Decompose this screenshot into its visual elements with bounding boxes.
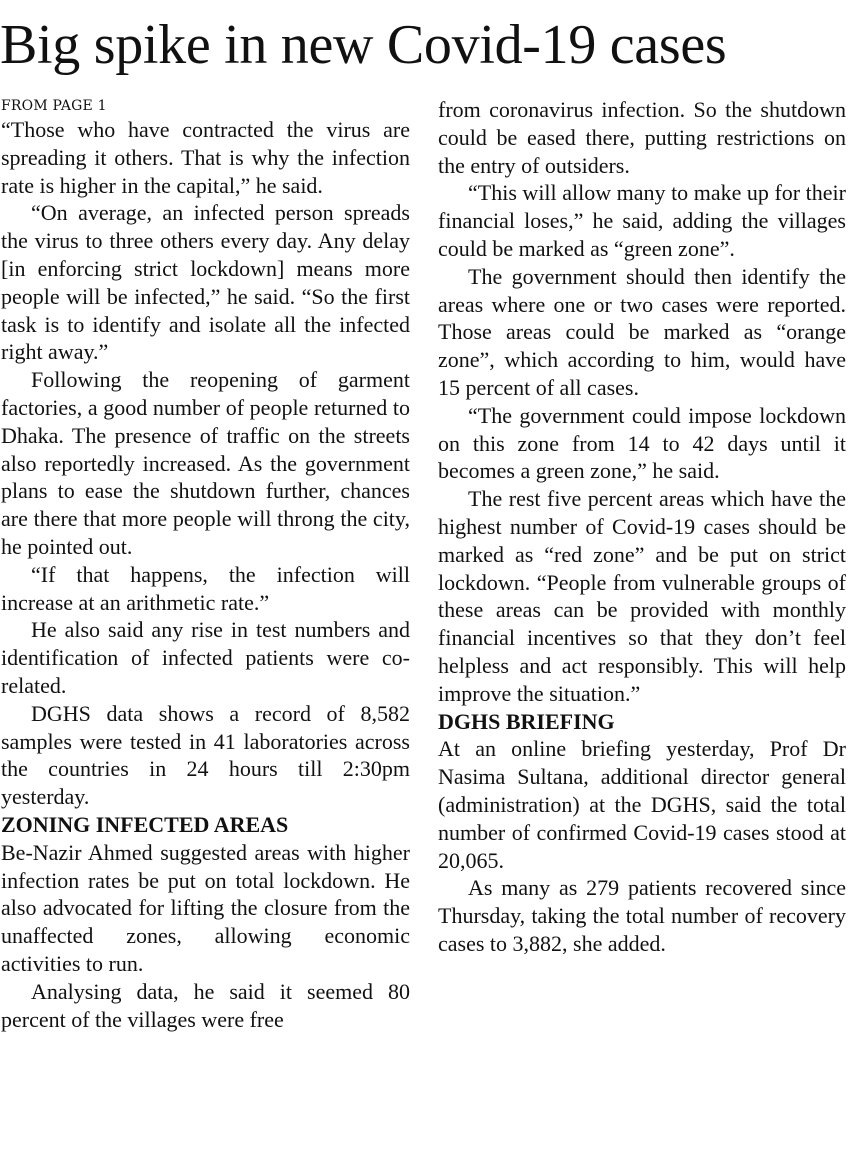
paragraph: “Those who have contracted the virus are spreading it others. That is why the infection rate is higher in the capital,” he said. bbox=[1, 117, 410, 198]
right-column bbox=[438, 96, 846, 958]
headline: Big spike in new Covid-19 cases bbox=[0, 14, 727, 76]
paragraph: He also said any rise in test numbers and identification of infected patients were co-related. bbox=[1, 617, 410, 698]
paragraph: Following the reopening of garment factories, a good number of people returned to Dhaka. The presence of traffic on the streets also reportedly increased. As the government plans to ease the shutdown further, chances are there that more people will throng the city, he pointed out. bbox=[1, 367, 410, 559]
left-column bbox=[1, 96, 410, 1033]
paragraph: Be-Nazir Ahmed suggested areas with higher infection rates be put on total lockdown. He also advocated for lifting the closure from the unaffected zones, allowing economic activities to run. bbox=[1, 839, 410, 976]
paragraph: The government should then identify the areas where one or two cases were reported. Those areas could be marked as “orange zone”, which according to him, would have 15 percent of all cases. bbox=[438, 263, 846, 400]
continued-from-label: FROM PAGE 1 bbox=[1, 98, 107, 114]
paragraph: DGHS data shows a record of 8,582 samples were tested in 41 laboratories across the countries in 24 hours till 2:30pm yesterday. bbox=[1, 700, 410, 810]
paragraph: from coronavirus infection. So the shutdown could be eased there, putting restrictions on the entry of outsiders. bbox=[438, 97, 846, 178]
subheading-dghs-briefing: DGHS BRIEFING bbox=[438, 708, 615, 734]
subheading-zoning: ZONING INFECTED AREAS bbox=[1, 811, 289, 837]
paragraph: “The government could impose lockdown on this zone from 14 to 42 days until it becomes a green zone,” he said. bbox=[438, 402, 846, 484]
paragraph: At an online briefing yesterday, Prof Dr Nasima Sultana, additional director general (administration) at the DGHS, said the total number of confirmed Covid-19 cases stood at 20,065. bbox=[438, 736, 846, 873]
paragraph: Analysing data, he said it seemed 80 percent of the villages were free bbox=[1, 978, 410, 1032]
paragraph: As many as 279 patients recovered since Thursday, taking the total number of recovery cases to 3,882, she added. bbox=[438, 875, 846, 956]
paragraph: The rest five percent areas which have the highest number of Covid-19 cases should be marked as “red zone” and be put on strict lockdown. “People from vulnerable groups of these areas can be provided with monthly financial incentives so that they don’t feel helpless and act responsibly. This will help improve the situation.” bbox=[438, 486, 846, 706]
paragraph: “This will allow many to make up for their financial loses,” he said, adding the villages could be marked as “green zone”. bbox=[438, 180, 846, 261]
paragraph: “On average, an infected person spreads the virus to three others every day. Any delay [in enforcing strict lockdown] means more people will be infected,” he said. “So the first task is to identify and isolate all the infected right away.” bbox=[1, 200, 410, 365]
paragraph: “If that happens, the infection will increase at an arithmetic rate.” bbox=[1, 561, 410, 615]
